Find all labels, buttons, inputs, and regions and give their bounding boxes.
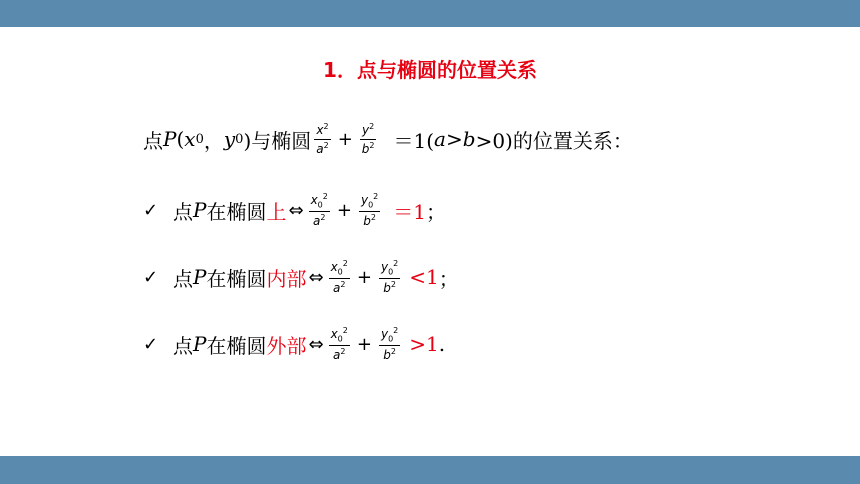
fraction-y0-over-b xyxy=(379,259,400,295)
frac-numerator-exp: 2 xyxy=(323,122,329,131)
frac-numerator-var: x xyxy=(316,123,324,137)
frac-numerator-exp: 2 xyxy=(342,259,348,268)
plus-sign: + xyxy=(336,199,352,221)
relation-inside-ellipse xyxy=(143,259,459,295)
frac-numerator-exp: 2 xyxy=(393,259,399,268)
frac-numerator-sub: 0 xyxy=(337,334,343,344)
checkmark-icon: ✓ xyxy=(143,333,159,355)
section-title: 1．点与椭圆的位置关系 xyxy=(323,58,537,82)
frac-denominator-var: b xyxy=(383,280,391,295)
y-coordinate: y xyxy=(223,127,236,152)
position-keyword: 内部 xyxy=(266,266,307,291)
relation-outside-ellipse xyxy=(143,326,445,362)
frac-denominator-var: a xyxy=(332,347,341,362)
relation-on-ellipse xyxy=(143,192,446,228)
plus-sign: + xyxy=(356,266,372,288)
frac-denominator-var: b xyxy=(363,213,371,228)
frac-numerator-sub: 0 xyxy=(368,200,374,210)
relation-result: >1 xyxy=(409,332,439,357)
relation-text: 点 xyxy=(173,333,193,358)
equivalence-icon: ⇔ xyxy=(288,199,304,221)
frac-denominator-exp: 2 xyxy=(323,140,329,150)
point-name: P xyxy=(193,198,207,223)
frac-denominator-exp: 2 xyxy=(320,212,326,222)
point-name: P xyxy=(193,332,207,357)
frac-numerator-sub: 0 xyxy=(337,267,343,277)
x-subscript: 0 xyxy=(195,131,204,147)
relation-text: 在椭圆 xyxy=(206,199,267,224)
checkmark-icon: ✓ xyxy=(143,266,159,288)
relation-result: ＝1 xyxy=(393,199,426,224)
frac-denominator-var: a xyxy=(316,141,324,156)
frac-numerator-var: x xyxy=(310,193,318,207)
frac-numerator-var: y xyxy=(362,123,370,137)
plus-sign: + xyxy=(356,333,372,355)
semi-axis-b: b xyxy=(462,127,476,152)
point-name: P xyxy=(163,127,177,152)
fraction-x0-over-a xyxy=(309,192,330,228)
top-banner xyxy=(0,0,860,27)
relation-text: 在椭圆 xyxy=(206,333,267,358)
equivalence-icon: ⇔ xyxy=(308,266,324,288)
frac-denominator-exp: 2 xyxy=(390,346,396,356)
relation-text: 点 xyxy=(173,266,193,291)
paren-open: ( xyxy=(176,127,185,152)
intro-text-3: >0)的位置关系： xyxy=(475,128,633,153)
frac-denominator-exp: 2 xyxy=(370,212,376,222)
intro-text-1: 点 xyxy=(143,128,163,153)
point-name: P xyxy=(193,265,207,290)
frac-denominator-exp: 2 xyxy=(340,346,346,356)
frac-denominator-exp: 2 xyxy=(369,140,375,150)
fraction-x0-over-a xyxy=(329,259,350,295)
frac-numerator-exp: 2 xyxy=(369,122,375,131)
frac-numerator-var: y xyxy=(380,327,389,341)
equals-one-text: ＝1( xyxy=(393,128,435,153)
checkmark-icon: ✓ xyxy=(143,199,159,221)
greater-than: > xyxy=(445,127,463,152)
intro-statement xyxy=(143,122,633,157)
x-coordinate: x xyxy=(184,127,196,152)
plus-sign: + xyxy=(337,128,353,150)
relation-text: 点 xyxy=(173,199,193,224)
comma: ， xyxy=(203,128,224,153)
frac-denominator-var: a xyxy=(332,280,341,295)
equivalence-icon: ⇔ xyxy=(308,333,324,355)
frac-numerator-exp: 2 xyxy=(342,326,348,335)
relation-text: 在椭圆 xyxy=(206,266,267,291)
y-subscript: 0 xyxy=(235,131,244,147)
relation-end: ； xyxy=(425,199,446,224)
frac-denominator-exp: 2 xyxy=(340,279,346,289)
frac-numerator-var: y xyxy=(360,193,369,207)
frac-numerator-var: y xyxy=(380,260,389,274)
fraction-y0-over-b xyxy=(379,326,400,362)
frac-numerator-sub: 0 xyxy=(317,200,323,210)
frac-numerator-sub: 0 xyxy=(388,267,394,277)
intro-text-2: )与椭圆 xyxy=(243,128,312,153)
frac-denominator-var: b xyxy=(383,347,391,362)
position-keyword: 上 xyxy=(266,199,287,224)
fraction-y0-over-b xyxy=(359,192,380,228)
frac-numerator-var: x xyxy=(330,327,338,341)
semi-axis-a: a xyxy=(434,127,446,152)
bottom-banner xyxy=(0,456,860,484)
position-keyword: 外部 xyxy=(266,333,307,358)
fraction-y-over-b xyxy=(360,122,377,157)
frac-numerator-var: x xyxy=(330,260,338,274)
frac-denominator-exp: 2 xyxy=(390,279,396,289)
frac-numerator-sub: 0 xyxy=(388,334,394,344)
relation-end: . xyxy=(438,332,446,357)
frac-numerator-exp: 2 xyxy=(373,192,379,201)
fraction-x-over-a xyxy=(314,122,330,157)
frac-numerator-exp: 2 xyxy=(393,326,399,335)
frac-denominator-var: b xyxy=(361,141,370,156)
frac-numerator-exp: 2 xyxy=(322,192,328,201)
relation-result: <1 xyxy=(409,265,439,290)
frac-denominator-var: a xyxy=(312,213,321,228)
fraction-x0-over-a xyxy=(329,326,350,362)
relation-end: ； xyxy=(438,266,459,291)
